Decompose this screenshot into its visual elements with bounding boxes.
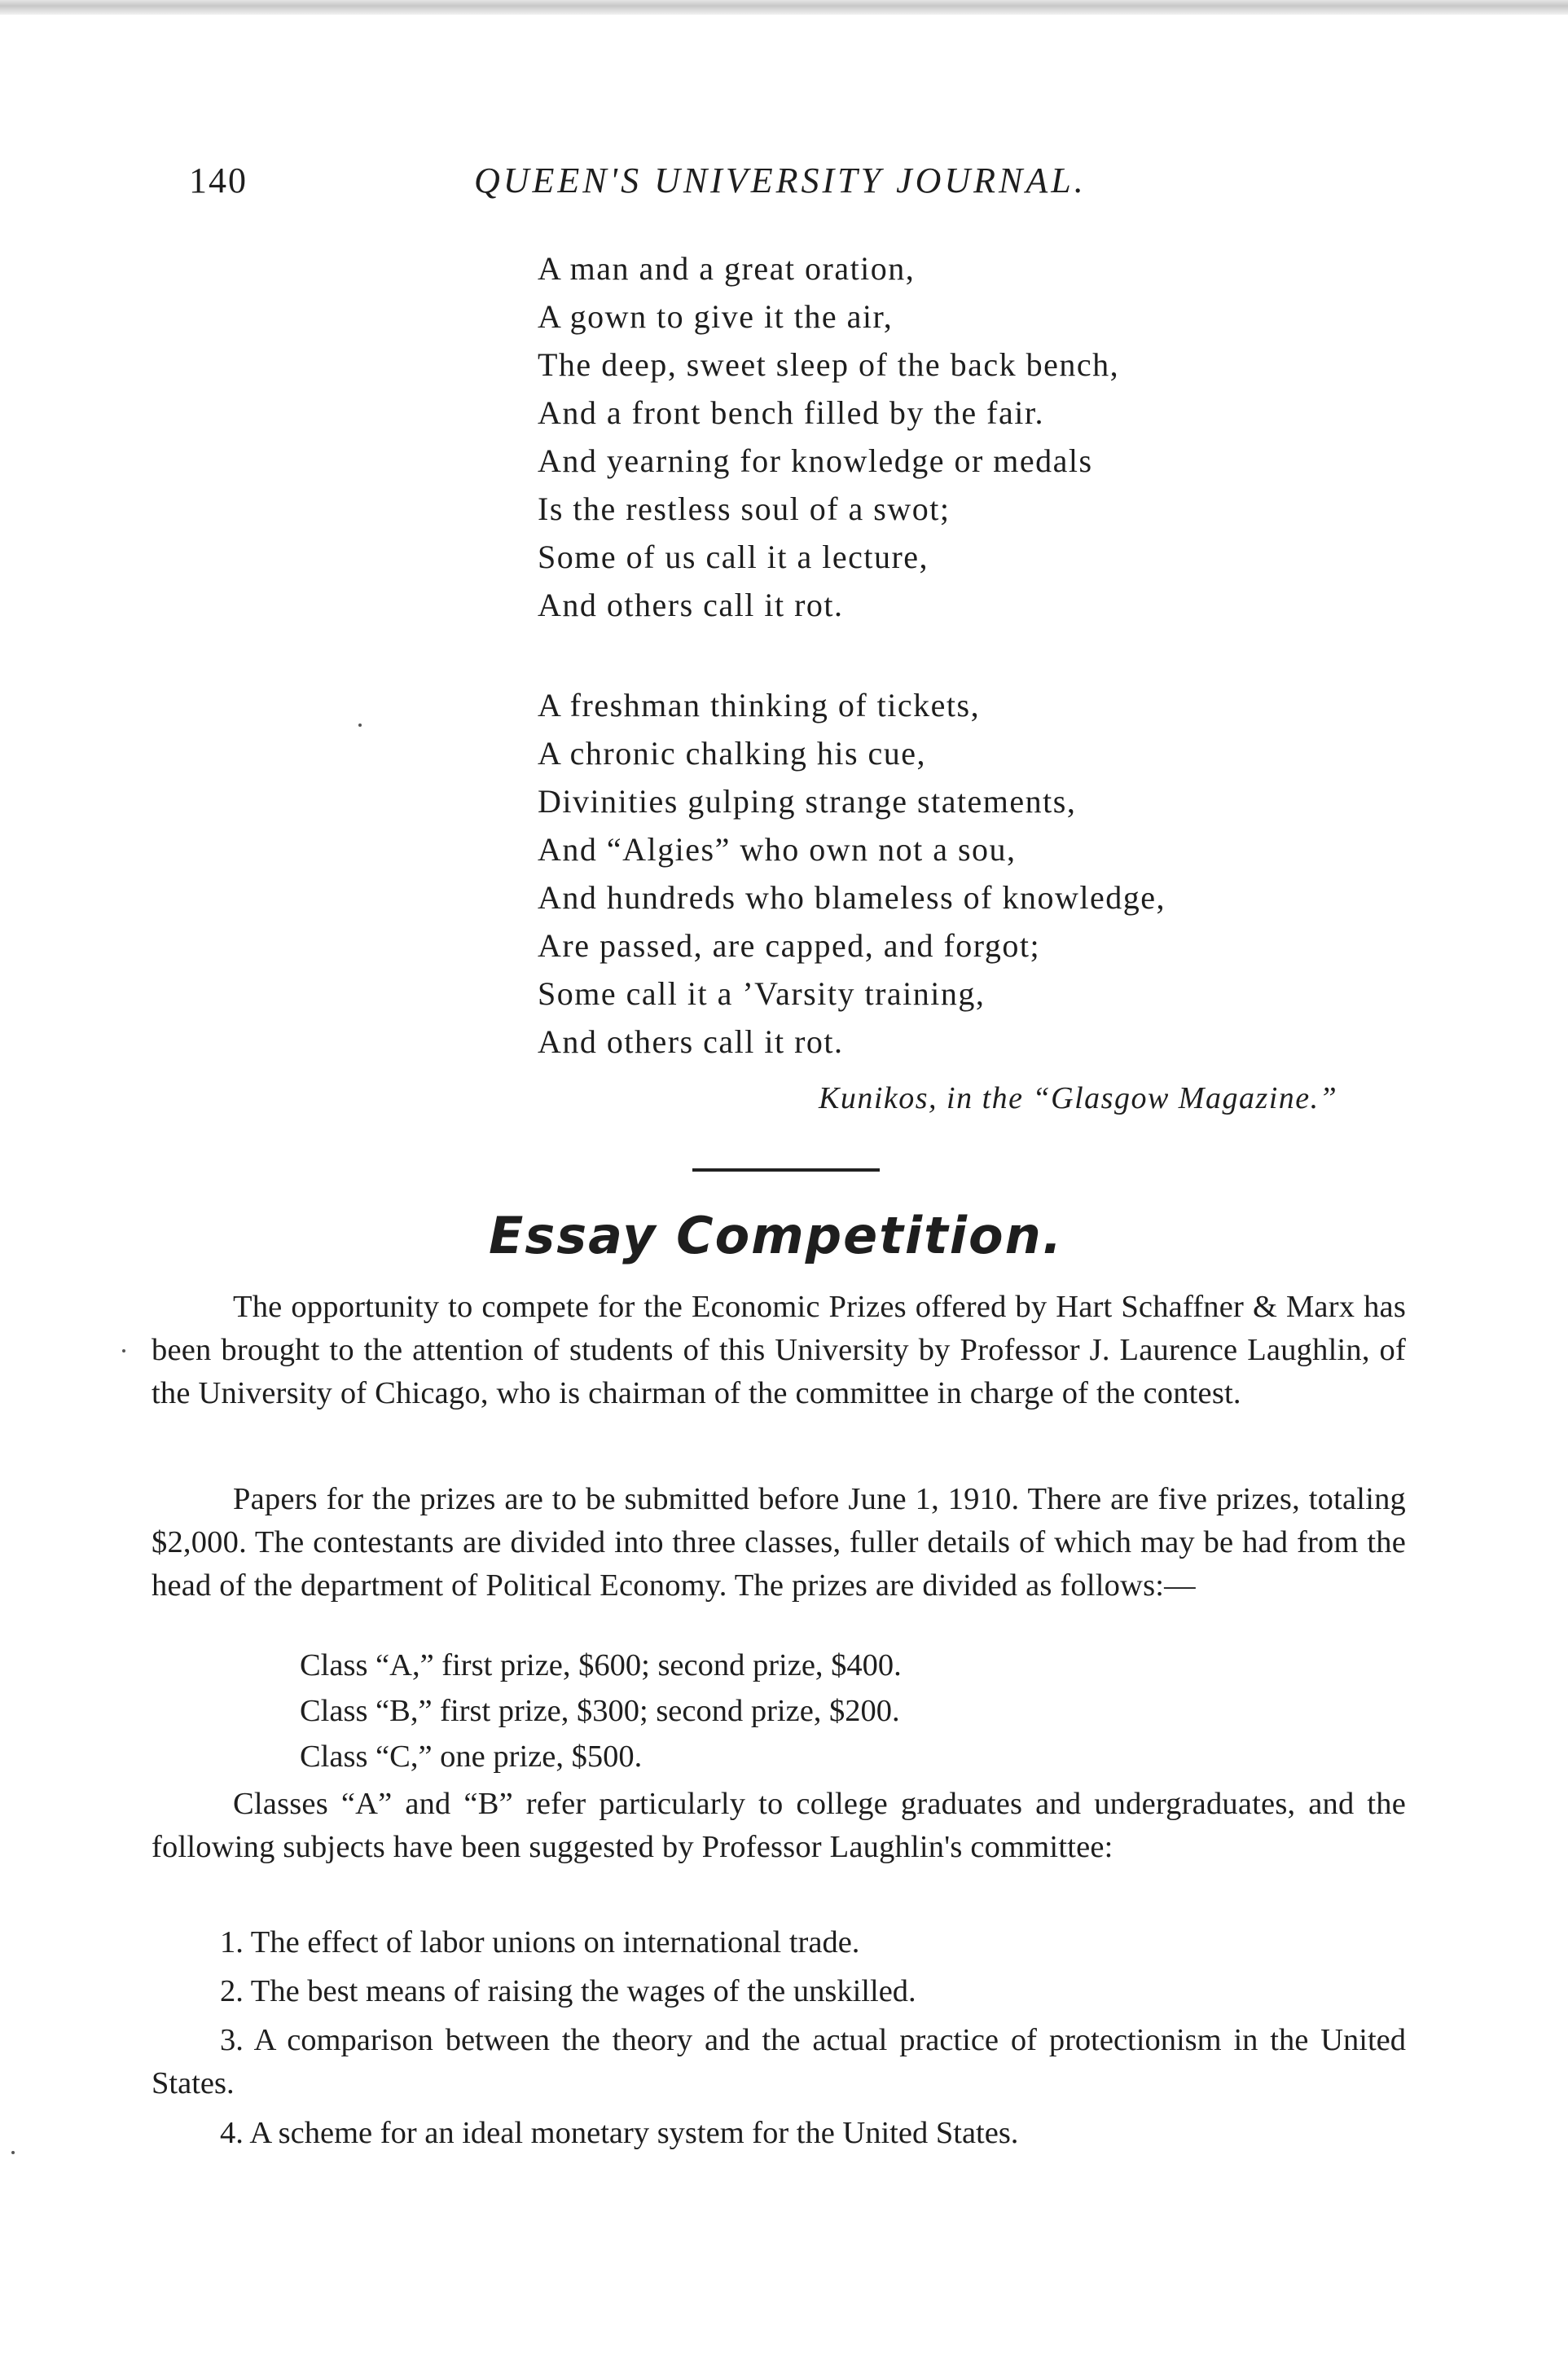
poem-line: Divinities gulping strange statements, <box>538 783 1077 820</box>
poem-stanza-1 <box>538 244 1320 629</box>
top-scan-edge <box>0 0 1568 15</box>
subject-list-item: 2. The best means of raising the wages of the unskilled. <box>220 1974 916 2008</box>
poem-line: Some call it a ’Varsity training, <box>538 975 986 1012</box>
poem-line: A chronic chalking his cue, <box>538 735 927 772</box>
scan-speck <box>122 1349 125 1352</box>
poem-line: A man and a great oration, <box>538 250 916 287</box>
poem-line: And a front bench filled by the fair. <box>538 394 1044 431</box>
article-paragraph-3: Classes “A” and “B” refer particularly to college graduates and undergraduates, and the following subjects have been suggested by Professor Laughlin's committee: <box>152 1787 1406 1864</box>
poem-line: And yearning for knowledge or medals <box>538 442 1093 479</box>
prize-line-class-b: Class “B,” first prize, $300; second prize, $200. <box>300 1694 900 1728</box>
subject-list-item: 3. A comparison between the theory and the actual practice of protectionism in the United States. <box>152 2023 1406 2100</box>
prize-line-class-a: Class “A,” first prize, $600; second prize, $400. <box>300 1648 902 1682</box>
poem-line: The deep, sweet sleep of the back bench, <box>538 346 1120 383</box>
scan-speck <box>358 723 362 727</box>
subject-list-item: 4. A scheme for an ideal monetary system for the United States. <box>220 2116 1019 2150</box>
running-title: QUEEN'S UNIVERSITY JOURNAL. <box>474 161 1087 200</box>
poem-line: A freshman thinking of tickets, <box>538 687 981 723</box>
poem-stanza-2 <box>538 681 1320 1066</box>
poem-line: Some of us call it a lecture, <box>538 539 929 575</box>
poem-line: And hundreds who blameless of knowledge, <box>538 879 1166 916</box>
article-paragraph-1: The opportunity to compete for the Economic Prizes offered by Hart Schaffner & Marx has been brought to the attention of students of this University by Professor J. Laurence Laughlin, of the University of Chicago, who is chairman of the committee in charge of the contest. <box>152 1290 1406 1410</box>
poem-line: Are passed, are capped, and forgot; <box>538 927 1041 964</box>
page-number: 140 <box>189 161 248 200</box>
poem-line: Is the restless soul of a swot; <box>538 490 951 527</box>
poem-line: And “Algies” who own not a sou, <box>538 831 1017 868</box>
scan-speck <box>11 2151 15 2154</box>
article-heading: Essay Competition. <box>489 1206 1064 1265</box>
section-divider <box>692 1168 880 1172</box>
prize-line-class-c: Class “C,” one prize, $500. <box>300 1739 643 1774</box>
poem-line: And others call it rot. <box>538 1023 844 1060</box>
article-paragraph-2: Papers for the prizes are to be submitted before June 1, 1910. There are five prizes, totaling $2,000. The contestants are divided into three classes, fuller details of which may be had from the head of the department of Political Economy. The prizes are divided as follows:— <box>152 1482 1406 1603</box>
subject-list-item: 1. The effect of labor unions on international trade. <box>220 1925 860 1959</box>
page-header <box>189 160 1134 217</box>
poem-line: A gown to give it the air, <box>538 298 894 335</box>
poem-line: And others call it rot. <box>538 587 844 623</box>
poem-attribution: Kunikos, in the “Glasgow Magazine.” <box>819 1081 1338 1115</box>
